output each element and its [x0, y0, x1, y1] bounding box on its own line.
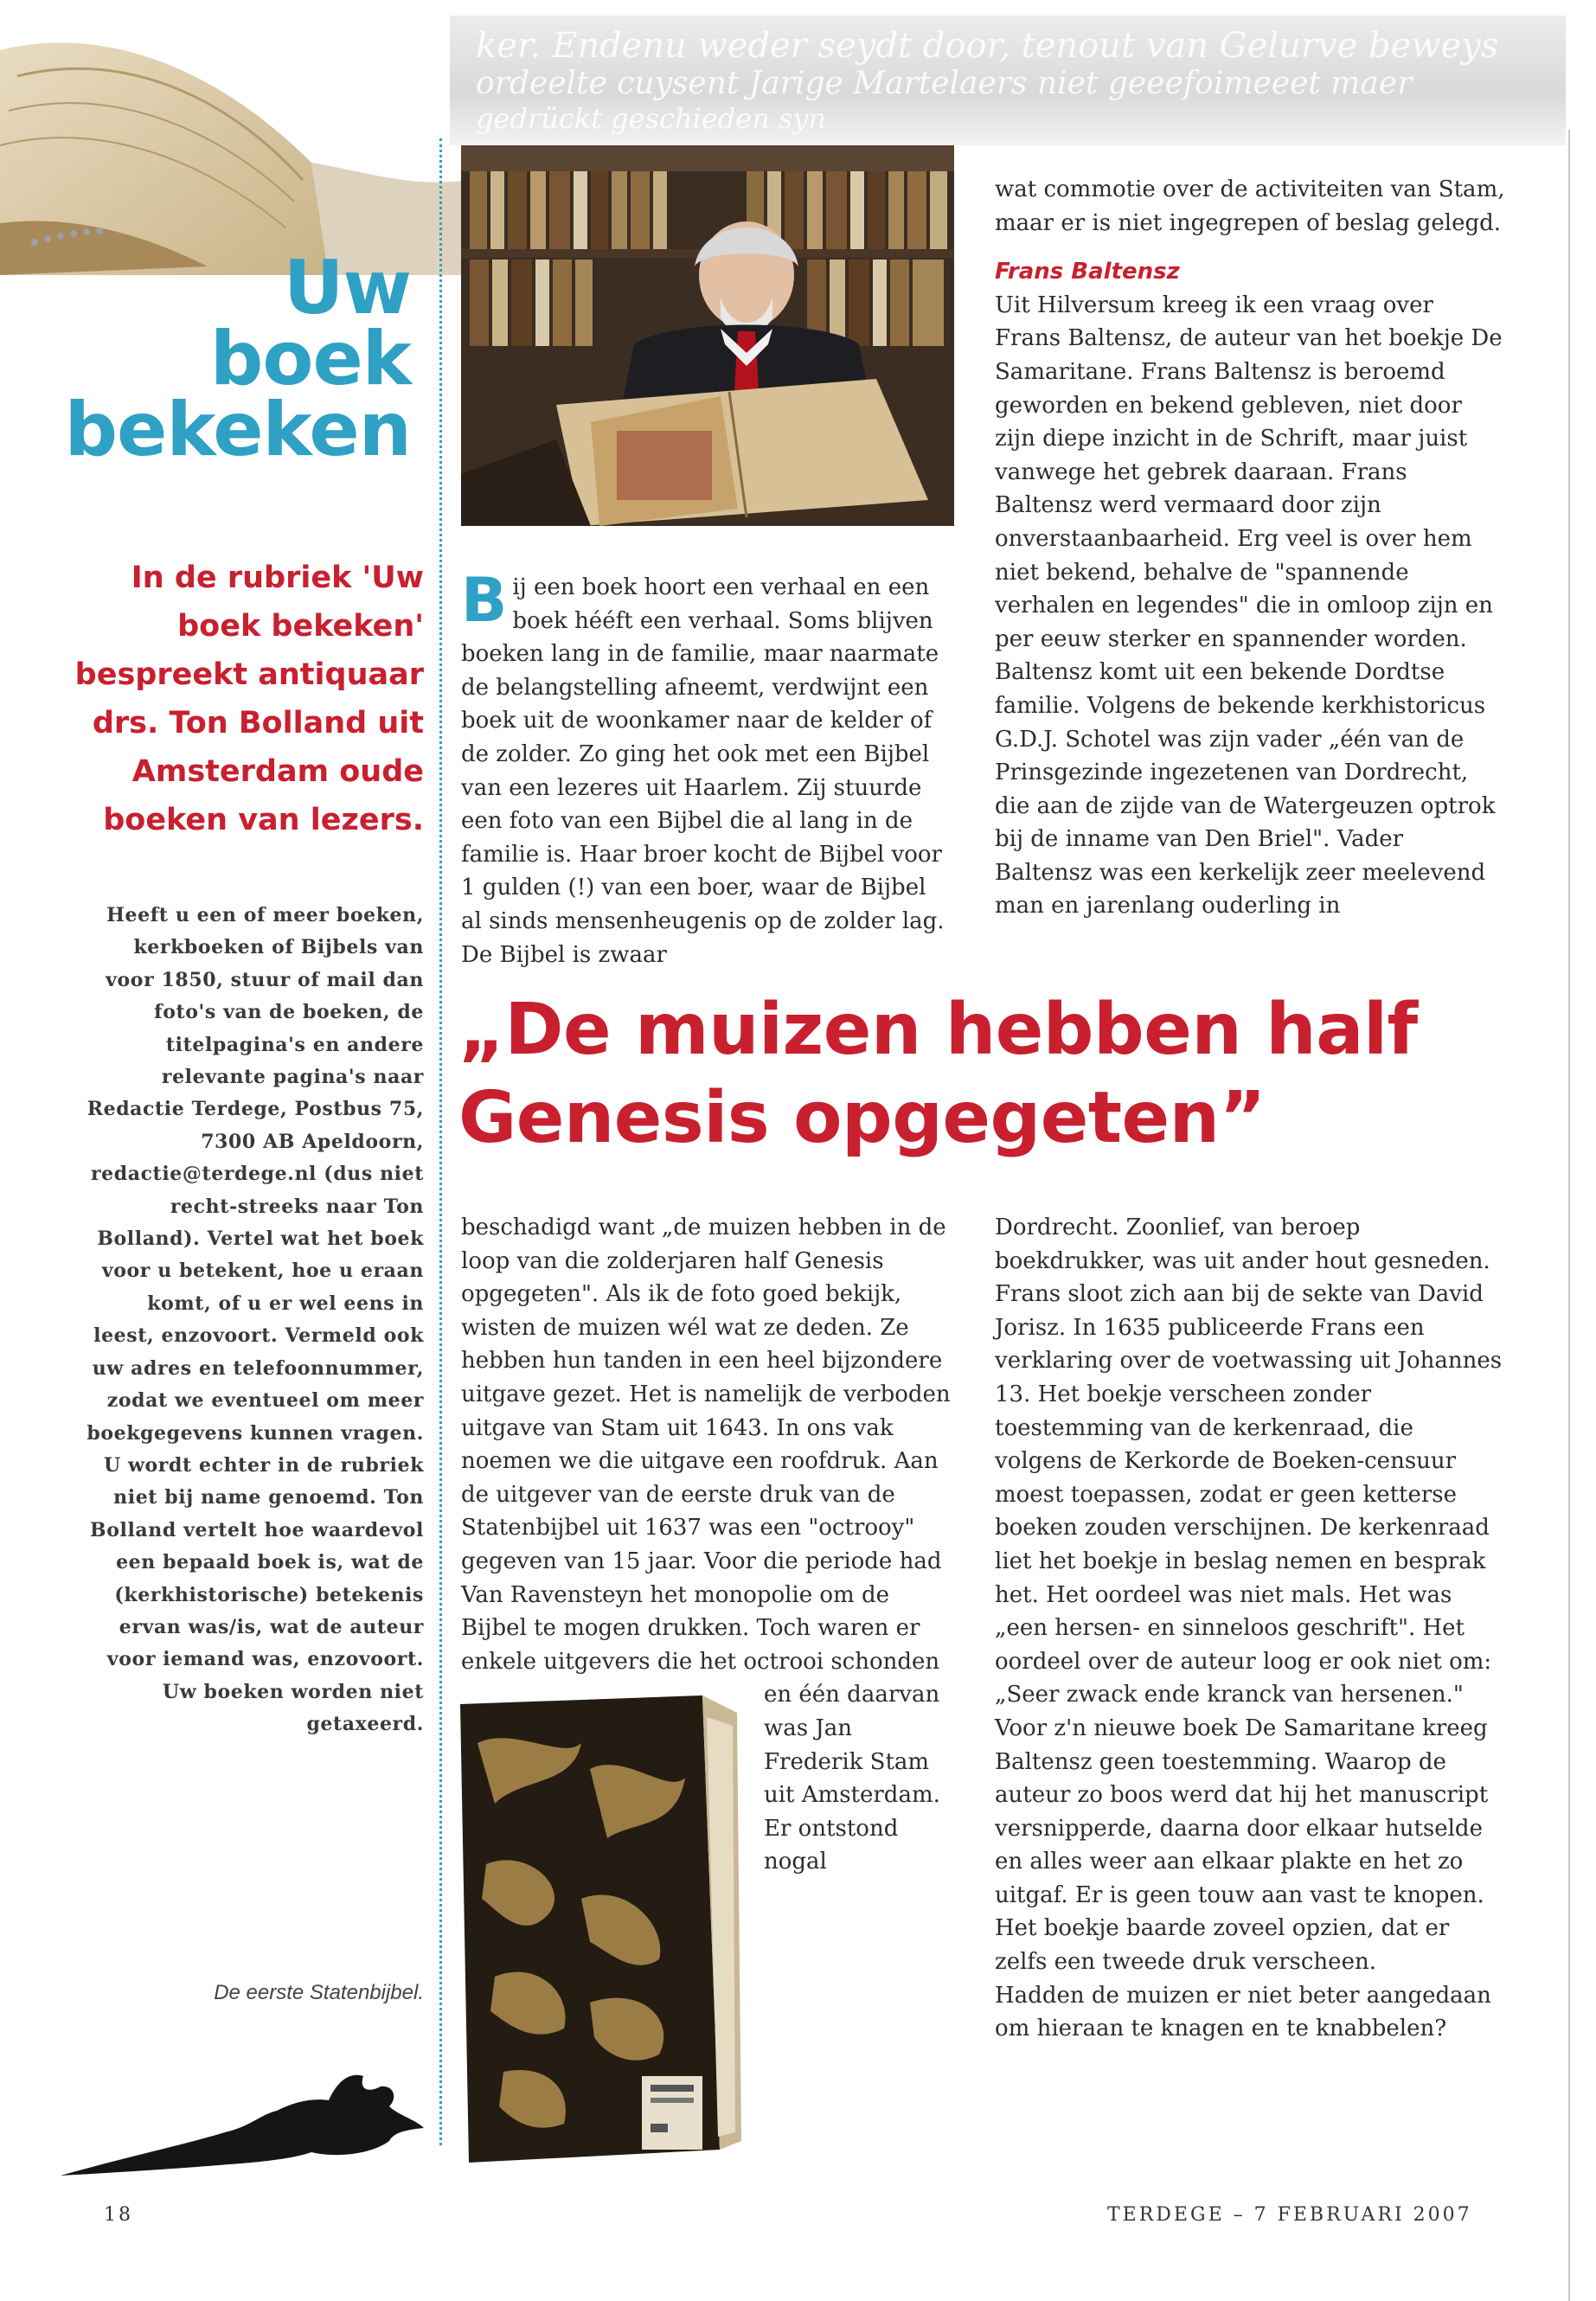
title-line: boek	[209, 316, 411, 402]
article-column-1-bottom	[461, 1211, 954, 2249]
article-paragraph: Hadden de muizen er niet beter aangedaan om hieraan te knagen en te knabbelen?	[995, 1982, 1491, 2042]
open-book-illustration	[0, 16, 467, 275]
article-column-2-bottom	[995, 1211, 1505, 2046]
page-edge	[1568, 130, 1570, 2301]
article-paragraph: Dordrecht. Zoonlief, van beroep boekdrukker, was uit ander hout gesneden. Frans sloot zich aan bij de sekte van David Jorisz. In 1635 publiceerde Frans een verklaring over de voetwassing uit Johannes 13. Het boekje verscheen zonder toestemming van de kerkenraad, die volgens de Kerkorde de Boeken-censuur moest toepassen, zodat er geen ketterse boeken zouden verschijnen. De kerkenraad liet het boekje in beslag nemen en besprak het. Het oordeel was niet mals. Het was „een hersen- en sinneloos geschrift". Het oordeel over de auteur loog er ook niet om: „Seer zwack ende kranck van hersenen."	[995, 1215, 1503, 1708]
sidebar-note: Heeft u een of meer boeken, kerkboeken of Bijbels van voor 1850, stuur of mail dan foto's van de boeken, de titelpagina's en andere relevante pagina's naar Redactie Terdege, Postbus 75, 7300 AB Apeldoorn, redactie@terdege.nl (dus niet recht-streeks naar Ton Bolland). Vertel wat het boek voor u betekent, hoe u eraan komt, of u er wel eens in leest, enzovoort. Vermeld ook uw adres en telefoonnummer, zodat we eventueel om meer boekgegevens kunnen vragen. U wordt echter in de rubriek niet bij name genoemd. Ton Bolland vertelt hoe waardevol een bepaald boek is, wat de (kerkhistorische) betekenis ervan was/is, wat de auteur voor iemand was, enzovoort. Uw boeken worden niet getaxeerd.	[87, 904, 424, 1736]
article-column-1-top	[461, 565, 945, 971]
pull-quote: „De muizen hebben half Genesis opgegeten”	[458, 989, 1418, 1159]
page-number: 18	[104, 2204, 133, 2226]
mouse-silhouette-icon	[52, 2050, 433, 2183]
article-paragraph: Uit Hilversum kreeg ik een vraag over Frans Baltensz, de auteur van het boekje De Samaritane. Frans Baltensz is beroemd geworden en bekend gebleven, niet door zijn diepe inzicht in de Schrift, maar juist vanwege het gebrek daaraan. Frans Baltensz werd vermaard door zijn onverstaanbaarheid. Erg veel is over hem niet bekend, behalve de "spannende verhalen en legendes" die in omloop zijn en per eeuw sterker en spannender worden. Baltensz komt uit een bekende Dordtse familie. Volgens de bekende kerkhistoricus G.D.J. Schotel was zijn vader „één van de Prinsgezinde ingezetenen van Dordrecht, die aan de zijde van de Watergeuzen optrok bij de inname van Den Briel". Vader Baltensz was een kerkelijk zeer meelevend man en jarenlang ouderling in	[995, 292, 1503, 920]
article-column-2-top	[995, 173, 1505, 923]
page-title	[48, 245, 411, 473]
handwriting-line: ordeelte cuysent Jarige Martelaers niet geeefoimeeet maer	[476, 66, 1413, 101]
article-paragraph: wat commotie over de activiteiten van Stam, maar er is niet ingegrepen of beslag gelegd.	[995, 176, 1505, 236]
photo-caption: De eerste Statenbijbel.	[214, 1981, 424, 2004]
article-paragraph: beschadigd want „de muizen hebben in de loop van die zolderjaren half Genesis opgegeten". Als ik de foto goed bekijk, wisten de muizen wél wat ze deden. Ze hebben hun tanden in een heel bijzondere uitgave gezet. Het is namelijk de verboden uitgave van Stam uit 1643. In ons vak noemen we die uitgave een roofdruk. Aan de uitgever van de eerste druk van de Statenbijbel uit 1637 was een "octrooy" gegeven van 15 jaar. Voor die periode had Van Ravensteyn het monopolie om de Bijbel te mogen drukken. Toch waren er enkele uitgevers die het octrooi schonden en één daarvan was Jan Frederik Stam uit Amsterdam. Er ontstond nogal	[461, 1215, 951, 1875]
handwriting-line: ker. Endenu weder seydt door, tenout van Gelurve beweys	[476, 26, 1499, 66]
title-line: bekeken	[64, 387, 411, 473]
intro-text: In de rubriek 'Uw boek bekeken' bespreekt antiquaar drs. Ton Bolland uit Amsterdam oude boeken van lezers.	[74, 561, 424, 837]
handwriting-banner	[450, 16, 1566, 145]
antiquarian-photo	[461, 145, 954, 526]
drop-cap: B	[461, 565, 508, 636]
section-subhead: Frans Baltensz	[995, 259, 1180, 285]
article-text: ij een boek hoort een verhaal en een boek hééft een verhaal. Soms blijven boeken lang in de familie, maar naarmate de belangstelling afneemt, verdwijnt een boek uit de woonkamer naar de kelder of de zolder. Zo ging het ook met een Bijbel van een lezeres uit Haarlem. Zij stuurde een foto van een Bijbel die al lang in de familie is. Haar broer kocht de Bijbel voor 1 gulden (!) van een boer, waar de Bijbel al sinds mensenheugenis op de zolder lag. De Bijbel is zwaar	[461, 574, 945, 968]
article-paragraph: Voor z'n nieuwe boek De Samaritane kreeg Baltensz geen toestemming. Waarop de auteur zo boos werd dat hij het manuscript versnipperde, daarna door elkaar hutselde en alles weer aan elkaar plakte en het zo uitgaf. Er is geen touw aan vast te knopen. Het boekje baarde zoveel opzien, dat er zelfs een tweede druk verscheen.	[995, 1715, 1489, 1976]
handwriting-line: gedrückt geschieden syn	[476, 102, 827, 135]
article-paragraph	[461, 565, 945, 971]
column-divider	[439, 138, 442, 2145]
title-line: Uw	[283, 245, 411, 331]
publication-date: TERDEGE – 7 FEBRUARI 2007	[1107, 2204, 1472, 2226]
